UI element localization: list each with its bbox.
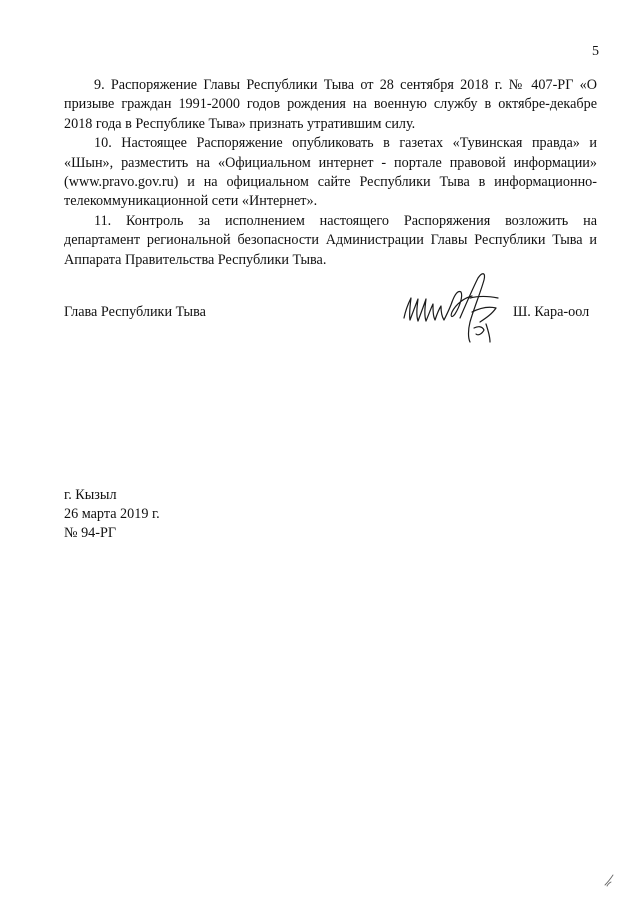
issue-date: 26 марта 2019 г.	[64, 506, 160, 522]
issue-city: г. Кызыл	[64, 487, 117, 503]
corner-scan-mark	[602, 872, 616, 888]
signatory-name: Ш. Кара-оол	[513, 304, 590, 320]
page-number: 5	[592, 44, 599, 59]
handwritten-signature	[400, 268, 510, 348]
document-number: № 94-РГ	[64, 525, 117, 541]
paragraph-11: 11. Контроль за исполнением настоящего Распоряжения возложить на департамент региональной безопасности Администрации Главы Республики Тыва и Аппарата Правительства Республики Тыва.	[64, 212, 597, 268]
paragraph-10: 10. Настоящее Распоряжение опубликовать в газетах «Тувинская правда» и «Шын», разместить на «Официальном интернет - портале правовой информации» (www.pravo.gov.ru) и на официальном сайте Республики Тыва в информационно-телекоммуникационной сети «Интернет».	[64, 135, 597, 210]
document-footer	[64, 486, 160, 543]
signatory-title: Глава Республики Тыва	[64, 304, 206, 320]
document-body	[64, 76, 597, 270]
paragraph-9: 9. Распоряжение Главы Республики Тыва от 28 сентября 2018 г. № 407-РГ «О призыве граждан 1991-2000 годов рождения на военную службу в октябре-декабре 2018 года в Республике Тыва» признать утратившим силу.	[64, 77, 597, 132]
